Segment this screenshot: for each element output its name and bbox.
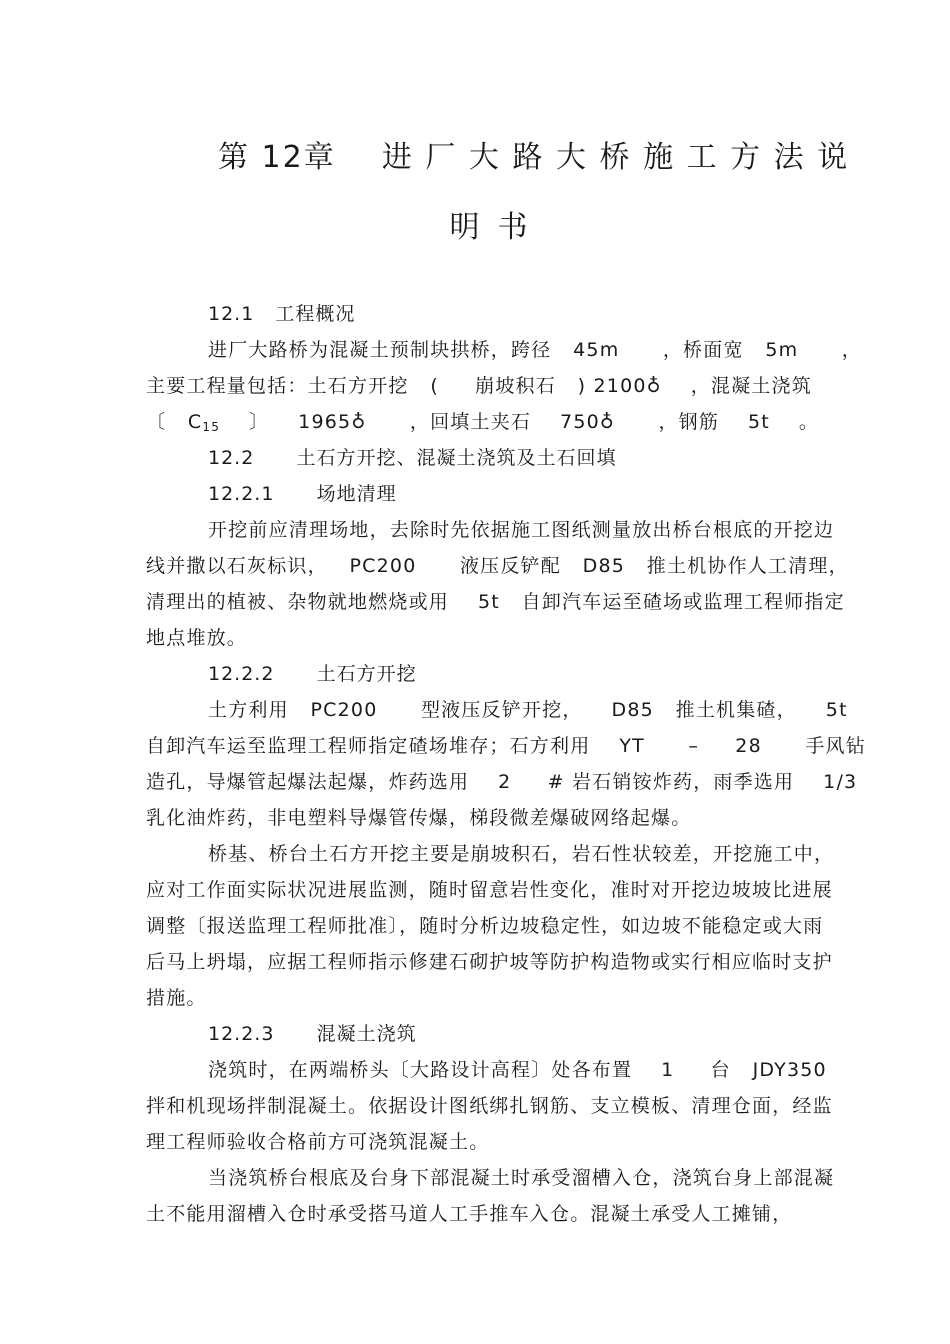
chapter-title-line-1: 第 12章 进 厂 大 路 大 桥 施 工 方 法 说	[218, 140, 850, 175]
subscript: 15	[202, 420, 221, 434]
paragraph-line: 地点堆放。	[146, 627, 248, 649]
paragraph-line: 开挖前应清理场地，去除时先依据施工图纸测量放出桥台根底的开挖边	[208, 519, 835, 541]
chapter-title-line-2: 明书	[449, 210, 546, 245]
paragraph-line: 线并撒以石灰标识， PC200 液压反铲配 D85 推土机协作人工清理，	[146, 555, 849, 577]
text-span: 〔 C	[146, 411, 203, 433]
paragraph-line: 土不能用溜槽入仓时承受搭马道人工手推车入仓。混凝土承受人工摊铺，	[146, 1203, 793, 1225]
paragraph-line: 当浇筑桥台根底及台身下部混凝土时承受溜槽入仓，浇筑台身上部混凝	[208, 1167, 835, 1189]
paragraph-line: 造孔，导爆管起爆法起爆，炸药选用 2 # 岩石销铵炸药，雨季选用 1/3	[146, 771, 858, 793]
text-span: 〕 1965♁ ，回填土夹石 750♁ ，钢筋 5t 。	[220, 411, 820, 433]
paragraph-line: 进厂大路桥为混凝土预制块拱桥，跨径 45m ，桥面宽 5m ，	[208, 339, 862, 361]
paragraph-line: 应对工作面实际状况进展监测，随时留意岩性变化，准时对开挖边坡坡比进展	[146, 879, 833, 901]
paragraph-line: 理工程师验收合格前方可浇筑混凝土。	[146, 1131, 490, 1153]
paragraph-line	[146, 410, 866, 439]
paragraph-line: 调整〔报送监理工程师批准〕，随时分析边坡稳定性，如边坡不能稳定或大雨	[146, 915, 824, 937]
paragraph-line: 拌和机现场拌制混凝土。依据设计图纸绑扎钢筋、支立模板、清理仓面，经监	[146, 1095, 833, 1117]
section-heading-12-2-1: 12.2.1 场地清理	[208, 483, 397, 505]
paragraph-line: 乳化油炸药，非电塑料导爆管传爆，梯段微差爆破网络起爆。	[146, 807, 692, 829]
paragraph-line: 自卸汽车运至监理工程师指定碴场堆存；石方利用 YT – 28 手风钻	[146, 735, 866, 757]
section-heading-12-2: 12.2 土石方开挖、混凝土浇筑及土石回填	[208, 447, 617, 469]
section-heading-12-2-3: 12.2.3 混凝土浇筑	[208, 1023, 417, 1045]
paragraph-line: 后马上坍塌，应据工程师指示修建石砌护坡等防护构造物或实行相应临时支护	[146, 951, 833, 973]
paragraph-line: 措施。	[146, 987, 207, 1009]
paragraph-line: 桥基、桥台土石方开挖主要是崩坡积石，岩石性状较差，开挖施工中，	[208, 843, 835, 865]
paragraph-line: 浇筑时，在两端桥头〔大路设计高程〕处各布置 1 台 JDY350	[208, 1059, 827, 1081]
paragraph-line: 清理出的植被、杂物就地燃烧或用 5t 自卸汽车运至碴场或监理工程师指定	[146, 591, 845, 613]
section-heading-12-1: 12.1 工程概况	[208, 303, 356, 325]
paragraph-line: 主要工程量包括：土石方开挖 ( 崩坡积石 ) 2100♁ ，混凝土浇筑	[146, 375, 812, 397]
section-heading-12-2-2: 12.2.2 土石方开挖	[208, 663, 417, 685]
paragraph-line: 土方利用 PC200 型液压反铲开挖， D85 推土机集碴， 5t	[208, 699, 848, 721]
